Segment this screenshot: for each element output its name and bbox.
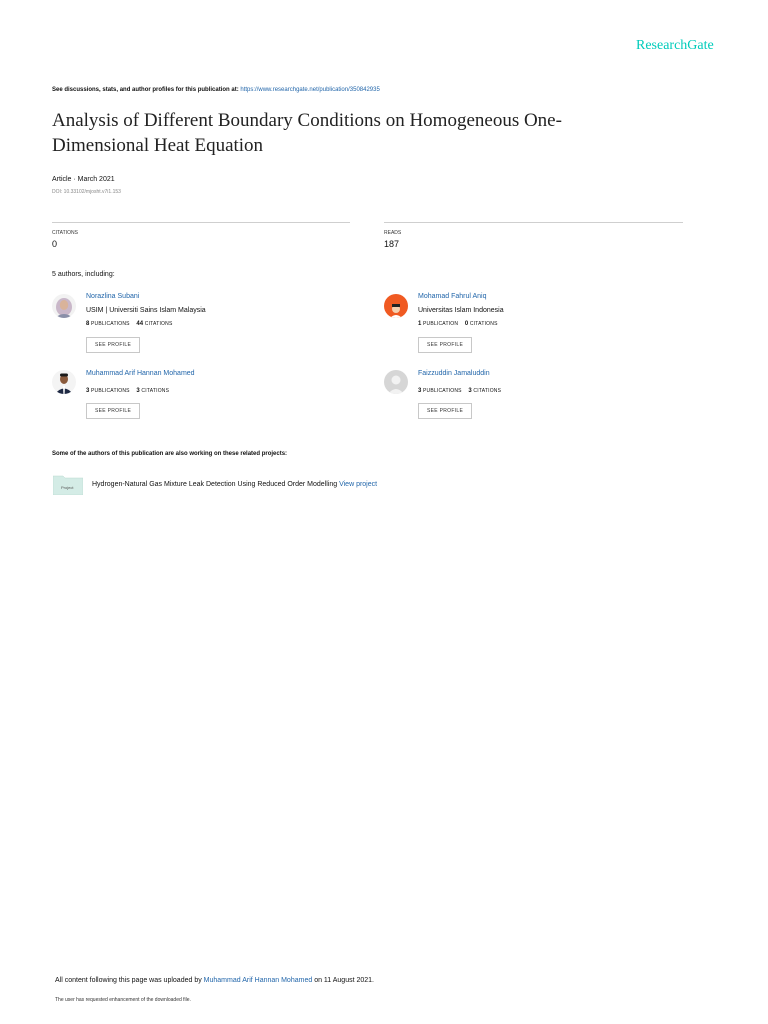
publications-count: 3	[86, 388, 90, 394]
article-meta: Article · March 2021	[52, 176, 115, 183]
citations-label: CITATIONS	[144, 321, 173, 327]
default-grey-avatar	[384, 370, 408, 394]
author-name-link[interactable]: Mohamad Fahrul Aniq	[418, 293, 487, 300]
author-stats	[86, 388, 169, 394]
publication-title: Analysis of Different Boundary Conditions on Homogeneous One-Dimensional Heat Equation	[52, 110, 562, 156]
citations-label: CITATIONS	[473, 388, 502, 394]
citations-value: 0	[52, 239, 58, 249]
citations-divider	[52, 222, 350, 223]
author-avatar-norazlina[interactable]	[52, 294, 76, 318]
publications-count: 8	[86, 321, 90, 327]
authors-heading: 5 authors, including:	[52, 271, 115, 278]
discussion-lead: See discussions, stats, and author profiles for this publication at:	[52, 87, 239, 93]
see-profile-button[interactable]: SEE PROFILE	[418, 403, 472, 419]
reads-label: READS	[384, 230, 402, 236]
upload-footer	[55, 977, 374, 984]
citations-label: CITATIONS	[469, 321, 498, 327]
author-stats	[418, 321, 498, 327]
citations-label: CITATIONS	[52, 230, 78, 236]
see-profile-button[interactable]: SEE PROFILE	[86, 403, 140, 419]
footer-suffix: on 11 August 2021.	[314, 977, 374, 984]
hijab-portrait-avatar	[52, 294, 76, 318]
citations-count: 44	[136, 321, 144, 327]
publications-label: PUBLICATIONS	[423, 388, 462, 394]
author-institution: Universitas Islam Indonesia	[418, 307, 504, 314]
uploader-link[interactable]: Muhammad Arif Hannan Mohamed	[203, 977, 313, 984]
publications-count: 3	[418, 388, 422, 394]
discussion-line	[52, 87, 380, 93]
publication-url-link[interactable]: https://www.researchgate.net/publication/350842935	[240, 87, 380, 93]
footer-prefix: All content following this page was uploaded by	[55, 977, 202, 984]
publications-count: 1	[418, 321, 422, 327]
author-avatar-mohamad-fahrul[interactable]	[384, 294, 408, 318]
project-title: Hydrogen-Natural Gas Mixture Leak Detection Using Reduced Order Modelling	[92, 481, 338, 488]
doi-text: DOI: 10.33102/mjosht.v7i1.153	[52, 189, 121, 195]
author-name-link[interactable]: Faizzuddin Jamaluddin	[418, 370, 490, 377]
reads-divider	[384, 222, 683, 223]
citations-label: CITATIONS	[141, 388, 170, 394]
author-name-link[interactable]: Norazlina Subani	[86, 293, 140, 300]
reads-value: 187	[384, 239, 400, 249]
citations-count: 0	[464, 321, 469, 327]
enhancement-note: The user has requested enhancement of the downloaded file.	[55, 997, 191, 1003]
folder-label: Project	[61, 485, 74, 490]
citations-count: 3	[136, 388, 140, 394]
see-profile-button[interactable]: SEE PROFILE	[418, 337, 472, 353]
author-stats	[86, 321, 173, 327]
publications-label: PUBLICATION	[423, 321, 459, 327]
orange-cartoon-avatar	[384, 294, 408, 318]
author-name-link[interactable]: Muhammad Arif Hannan Mohamed	[86, 370, 195, 377]
author-avatar-muhammad-arif[interactable]	[52, 370, 76, 394]
related-projects-heading: Some of the authors of this publication are also working on these related projects:	[52, 451, 288, 457]
author-stats	[418, 388, 501, 394]
publications-label: PUBLICATIONS	[91, 321, 130, 327]
see-profile-button[interactable]: SEE PROFILE	[86, 337, 140, 353]
researchgate-logo[interactable]: ResearchGate	[636, 38, 714, 53]
publications-label: PUBLICATIONS	[91, 388, 130, 394]
author-institution: USIM | Universiti Sains Islam Malaysia	[86, 307, 206, 314]
project-folder-icon[interactable]	[53, 474, 83, 495]
project-entry	[92, 481, 377, 488]
author-avatar-faizzuddin[interactable]	[384, 370, 408, 394]
citations-count: 3	[468, 388, 472, 394]
suit-portrait-avatar	[52, 370, 76, 394]
view-project-link[interactable]: View project	[339, 481, 378, 488]
